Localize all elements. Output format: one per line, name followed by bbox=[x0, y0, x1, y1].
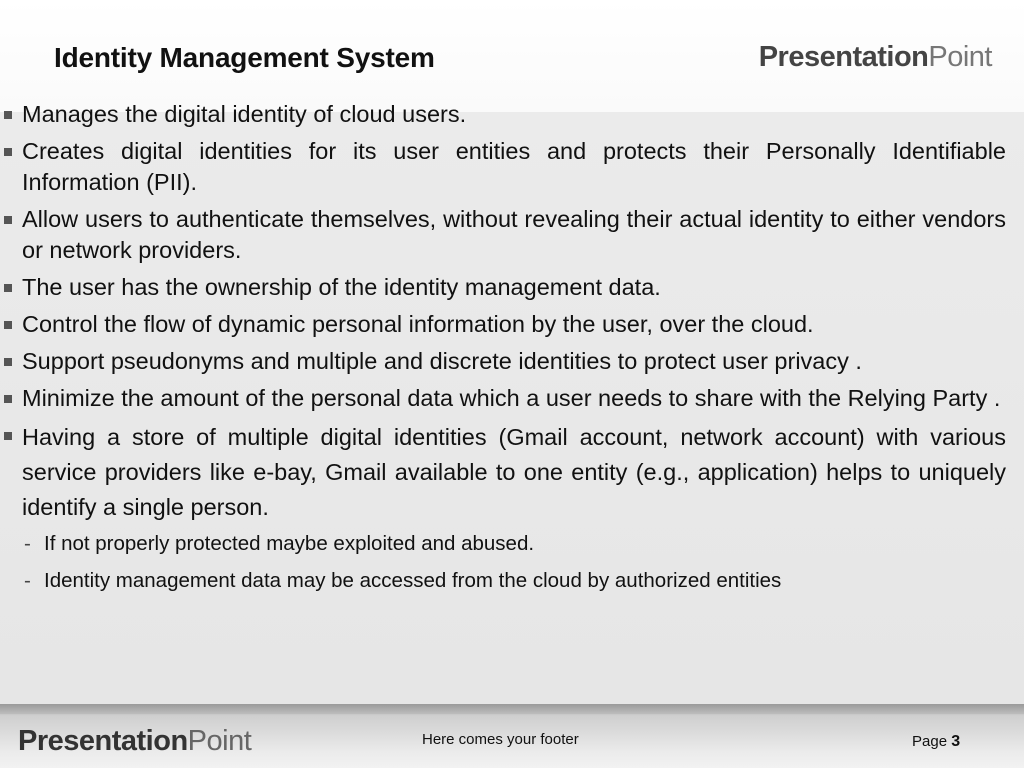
dash-bullet-icon: - bbox=[24, 569, 31, 592]
sub-bullet-text: Identity management data may be accessed from the cloud by authorized entities bbox=[44, 569, 782, 592]
bullet-text: Allow users to authenticate themselves, without revealing their actual identity to either vendors or network providers. bbox=[22, 206, 1006, 263]
bullet-text: Manages the digital identity of cloud users. bbox=[22, 101, 467, 127]
footer-text: Here comes your footer bbox=[422, 731, 579, 748]
bullet-text: Creates digital identities for its user entities and protects their Personally Identifiable Information (PII). bbox=[22, 138, 1006, 195]
square-bullet-icon bbox=[4, 321, 12, 329]
bullet-item bbox=[0, 309, 1024, 340]
page-number-value: 3 bbox=[951, 733, 961, 750]
square-bullet-icon bbox=[4, 148, 12, 156]
square-bullet-icon bbox=[4, 111, 12, 119]
footer-logo bbox=[18, 725, 251, 758]
page-label: Page bbox=[912, 733, 948, 750]
footer-logo-part-2: Point bbox=[187, 725, 252, 757]
bullet-list bbox=[0, 99, 1024, 603]
dash-bullet-icon: - bbox=[24, 532, 31, 555]
bullet-item bbox=[0, 272, 1024, 303]
square-bullet-icon bbox=[4, 358, 12, 366]
bullet-item bbox=[0, 99, 1024, 130]
presentationpoint-logo bbox=[759, 41, 992, 74]
sub-bullet-text: If not properly protected maybe exploited and abused. bbox=[44, 532, 535, 555]
square-bullet-icon bbox=[4, 216, 12, 224]
bullet-text: The user has the ownership of the identity management data. bbox=[22, 274, 661, 300]
bullet-item bbox=[0, 346, 1024, 377]
bullet-item bbox=[0, 136, 1024, 198]
slide-header bbox=[0, 0, 1024, 112]
bullet-text: Minimize the amount of the personal data which a user needs to share with the Relying Party . bbox=[22, 385, 1001, 411]
bullet-item bbox=[0, 204, 1024, 266]
slide-content bbox=[0, 101, 1024, 704]
bullet-text: Support pseudonyms and multiple and discrete identities to protect user privacy . bbox=[22, 348, 862, 374]
bullet-text: Having a store of multiple digital identities (Gmail account, network account) with various service providers like e-bay, Gmail available to one entity (e.g., application) helps to uniquely identify a single person. bbox=[22, 424, 1006, 520]
footer-logo-part-1: Presentation bbox=[18, 725, 188, 757]
bullet-item bbox=[0, 383, 1024, 414]
footer-divider bbox=[0, 704, 1024, 714]
sub-bullet-item bbox=[0, 529, 1024, 559]
page-number bbox=[912, 733, 960, 751]
bullet-item bbox=[0, 420, 1024, 525]
square-bullet-icon bbox=[4, 284, 12, 292]
bullet-text: Control the flow of dynamic personal information by the user, over the cloud. bbox=[22, 311, 814, 337]
square-bullet-icon bbox=[4, 432, 12, 440]
logo-part-2: Point bbox=[928, 41, 992, 73]
slide-title: Identity Management System bbox=[54, 42, 435, 73]
logo-part-1: Presentation bbox=[758, 41, 929, 73]
sub-bullet-item bbox=[0, 566, 1024, 596]
square-bullet-icon bbox=[4, 395, 12, 403]
